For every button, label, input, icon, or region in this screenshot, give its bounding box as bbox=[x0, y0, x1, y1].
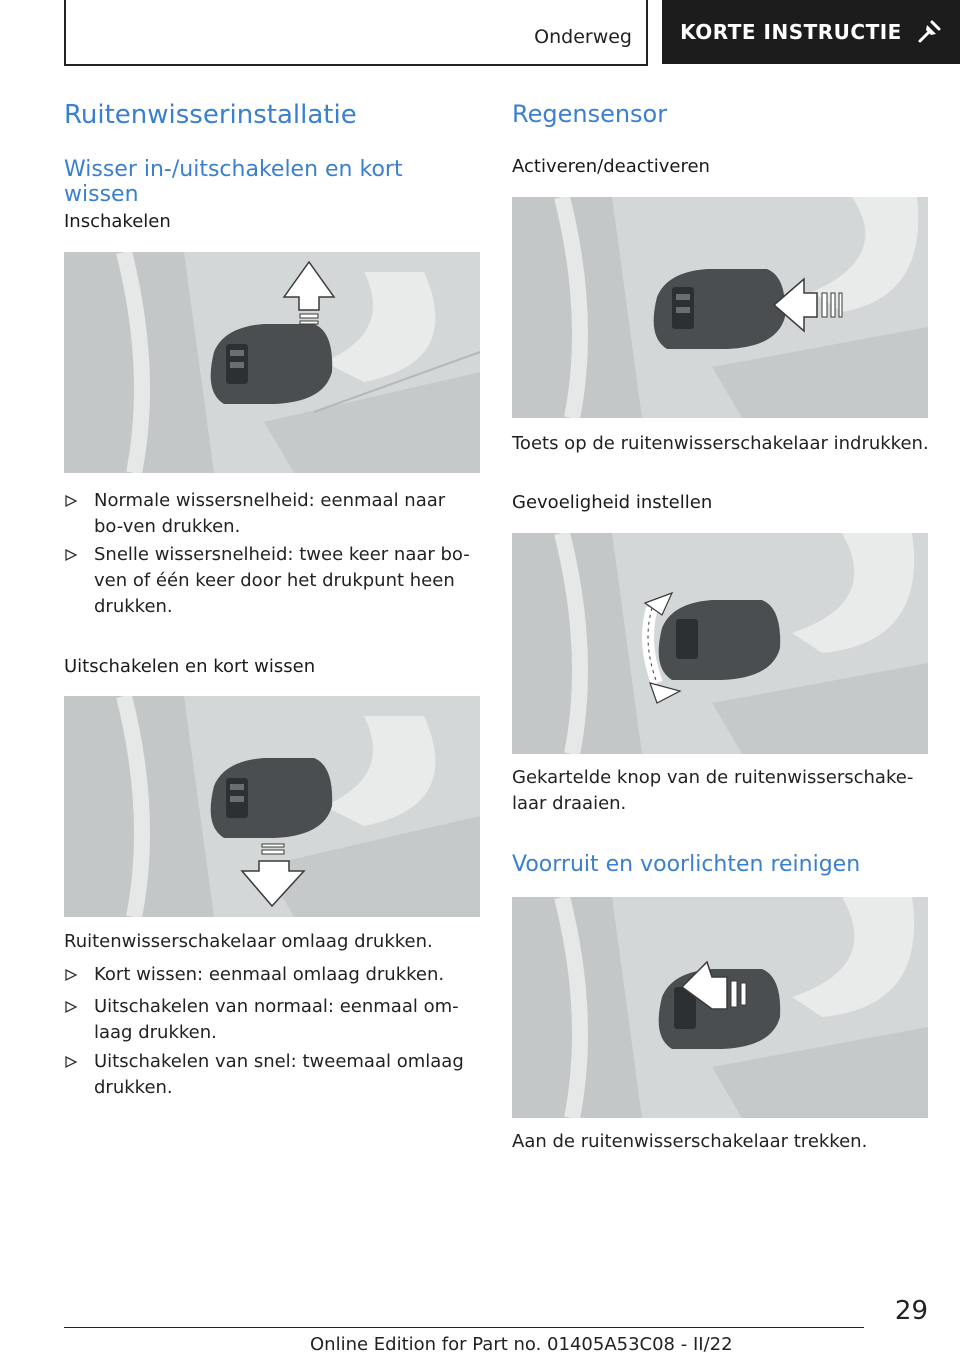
sensitivity-text: Gekartelde knop van de ruitenwisserschake-laar draaien. bbox=[512, 767, 914, 814]
activate-text: Toets op de ruitenwisserschakelaar indrukken. bbox=[512, 433, 929, 454]
wiper-stalk-rotate-illustration bbox=[512, 533, 928, 754]
triangle-bullet-icon bbox=[64, 548, 78, 562]
sensitivity-heading: Gevoeligheid instellen bbox=[512, 492, 713, 513]
wiper-stalk-down-illustration bbox=[64, 696, 480, 917]
triangle-bullet-icon bbox=[64, 1055, 78, 1069]
subsection-title: Wisser in-/uitschakelen en kort wissen bbox=[64, 157, 403, 207]
triangle-bullet-icon bbox=[64, 1000, 78, 1014]
header-tab[interactable] bbox=[662, 0, 960, 64]
bullet-text: Snelle wissersnelheid: twee keer naar bo-ven of één keer door het drukpunt heen drukken. bbox=[94, 544, 470, 617]
footer-edition: Online Edition for Part no. 01405A53C08 - II/22 bbox=[310, 1334, 733, 1355]
clean-heading: Voorruit en voorlichten reinigen bbox=[512, 852, 861, 877]
wiper-stalk-pull-illustration bbox=[512, 897, 928, 1118]
bullet-text: Normale wissersnelheid: eenmaal naar bo-ven drukken. bbox=[94, 490, 446, 537]
clean-text: Aan de ruitenwisserschakelaar trekken. bbox=[512, 1131, 868, 1152]
figure-switch-down bbox=[64, 696, 480, 917]
footer-rule bbox=[64, 1327, 864, 1328]
figure-press-button bbox=[512, 197, 928, 418]
section-title: Ruitenwisserinstallatie bbox=[64, 100, 357, 130]
bullet-text: Kort wissen: eenmaal omlaag drukken. bbox=[94, 964, 445, 985]
bullet-item bbox=[64, 994, 480, 1046]
figure-pull-stalk bbox=[512, 897, 928, 1118]
switch-off-text: Ruitenwisserschakelaar omlaag drukken. bbox=[64, 931, 433, 952]
switch-on-heading: Inschakelen bbox=[64, 211, 171, 232]
triangle-bullet-icon bbox=[64, 494, 78, 508]
quick-reference-icon bbox=[916, 19, 942, 45]
rain-sensor-title: Regensensor bbox=[512, 100, 668, 128]
page-number: 29 bbox=[894, 1296, 928, 1326]
activate-heading: Activeren/deactiveren bbox=[512, 156, 710, 177]
header-divider-left bbox=[64, 0, 66, 64]
triangle-bullet-icon bbox=[64, 968, 78, 982]
bullet-item bbox=[64, 488, 480, 540]
wiper-stalk-up-illustration bbox=[64, 252, 480, 473]
header-section-label: Onderweg bbox=[534, 26, 632, 48]
switch-off-heading: Uitschakelen en kort wissen bbox=[64, 656, 316, 677]
bullet-text: Uitschakelen van normaal: eenmaal om-laag drukken. bbox=[94, 996, 459, 1043]
figure-rotate-knob bbox=[512, 533, 928, 754]
header-divider-right bbox=[646, 0, 648, 64]
header-tab-label: KORTE INSTRUCTIE bbox=[680, 20, 902, 44]
header-rule bbox=[64, 64, 648, 66]
bullet-text: Uitschakelen van snel: tweemaal omlaag drukken. bbox=[94, 1051, 464, 1098]
figure-switch-up bbox=[64, 252, 480, 473]
wiper-stalk-press-illustration bbox=[512, 197, 928, 418]
bullet-item bbox=[64, 1049, 480, 1101]
bullet-item bbox=[64, 542, 480, 620]
bullet-item bbox=[64, 962, 480, 988]
